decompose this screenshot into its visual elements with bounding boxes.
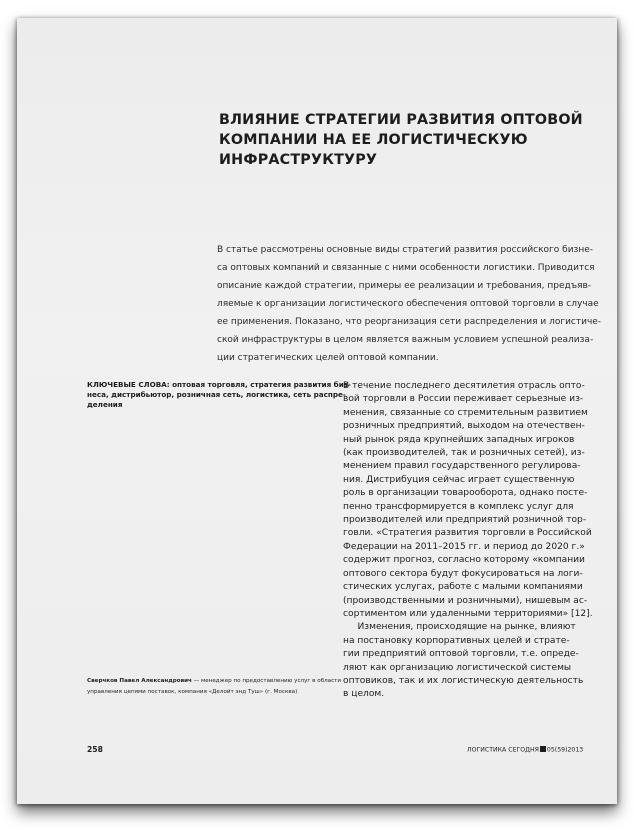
body-line: в целом. <box>343 689 385 700</box>
body-line: ный рынок ряда крупнейших западных игроков <box>343 434 575 445</box>
author-note <box>87 676 347 697</box>
abstract-line: ской инфраструктуры в целом является важным условием успешной реализа- <box>217 335 594 345</box>
keywords-line <box>87 400 347 410</box>
author-role: — менеджер по предоставлению услуг в области <box>191 678 342 684</box>
page-number: 258 <box>87 745 103 754</box>
keywords-text: оптовая торговля, стратегия развития биз- <box>169 380 351 389</box>
article-body <box>343 380 593 702</box>
body-line: (как производителей, так и розничных сетей), из- <box>343 448 585 459</box>
title-line: КОМПАНИИ НА ЕЕ ЛОГИСТИЧЕСКУЮ <box>219 132 528 148</box>
keywords-line <box>87 390 347 400</box>
body-line: менением правил государственного регулирова- <box>343 461 581 472</box>
body-line: вой торговли в России переживает серьезные из- <box>343 394 584 405</box>
author-line: управления цепями поставок, компания «Делойт энд Туш» (г. Москва) <box>87 688 298 695</box>
body-line: менения, связанные со стремительным развитием <box>343 407 588 418</box>
body-line: розничных предприятий, выходом на отечествен- <box>343 421 585 432</box>
body-line: (производственными и розничными), нишевым ас- <box>343 595 588 606</box>
body-line: оптовиков, так и их логистическую деятельность <box>343 675 584 686</box>
body-line: гии предприятий оптовой торговли, т.е. опреде- <box>343 649 579 660</box>
abstract-line: описание каждой стратегии, примеры ее реализации и требования, предъяв- <box>217 281 592 291</box>
body-line: сортиментом или удаленными территориями» [12]. <box>343 608 593 619</box>
journal-issue: 05(59)2013 <box>546 746 584 754</box>
abstract-line: ляемые к организации логистического обеспечения оптовой торговли в случае <box>217 299 599 309</box>
body-line: В течение последнего десятилетия отрасль опто- <box>343 381 585 391</box>
keywords-text: неса, дистрибьютор, розничная сеть, логистика, сеть распре- <box>87 390 346 399</box>
title-line: ИНФРАСТРУКТУРУ <box>219 152 378 168</box>
body-line: ляют как организацию логистической системы <box>343 662 572 673</box>
body-line: пенно трансформируется в комплекс услуг для <box>343 501 574 512</box>
body-line: оптового сектора будут фокусироваться на логи- <box>343 568 583 579</box>
abstract-line: ции стратегических целей оптовой компании. <box>217 353 439 363</box>
author-name: Сверчков Павел Александрович <box>87 678 192 684</box>
article-title <box>219 110 583 170</box>
square-separator-icon <box>540 746 546 752</box>
body-line: содержит прогноз, согласно которому «компании <box>343 555 585 566</box>
journal-name: ЛОГИСТИКА СЕГОДНЯ <box>467 746 539 754</box>
body-line: стических услугах, работе с малыми компаниями <box>343 582 583 593</box>
journal-page <box>17 18 617 804</box>
article-abstract <box>217 241 602 367</box>
body-line: ния. Дистрибуция сейчас играет существенную <box>343 474 575 485</box>
keywords-text: деления <box>87 400 123 409</box>
keywords-label: КЛЮЧЕВЫЕ СЛОВА: <box>87 380 170 389</box>
body-line: говли. «Стратегия развития торговли в Российской <box>343 528 592 539</box>
journal-footer <box>467 746 583 754</box>
keywords-line <box>87 380 351 390</box>
title-line: ВЛИЯНИЕ СТРАТЕГИИ РАЗВИТИЯ ОПТОВОЙ <box>219 112 583 128</box>
body-line: производителей или предприятий розничной тор- <box>343 515 587 526</box>
abstract-line: ее применения. Показано, что реорганизация сети распределения и логистиче- <box>217 317 602 327</box>
author-line <box>87 676 347 687</box>
body-line: на постановку корпоративных целей и страте- <box>343 635 570 646</box>
body-line: Федерации на 2011–2015 гг. и период до 2020 г.» <box>343 541 585 552</box>
keywords-block <box>87 380 351 410</box>
body-line: роль в организации товарооборота, однако посте- <box>343 488 588 499</box>
abstract-line: В статье рассмотрены основные виды стратегий развития российского бизне- <box>217 245 594 255</box>
abstract-line: са оптовых компаний и связанные с ними особенности логистики. Приводится <box>217 263 595 273</box>
body-line: Изменения, происходящие на рынке, влияют <box>343 622 576 633</box>
